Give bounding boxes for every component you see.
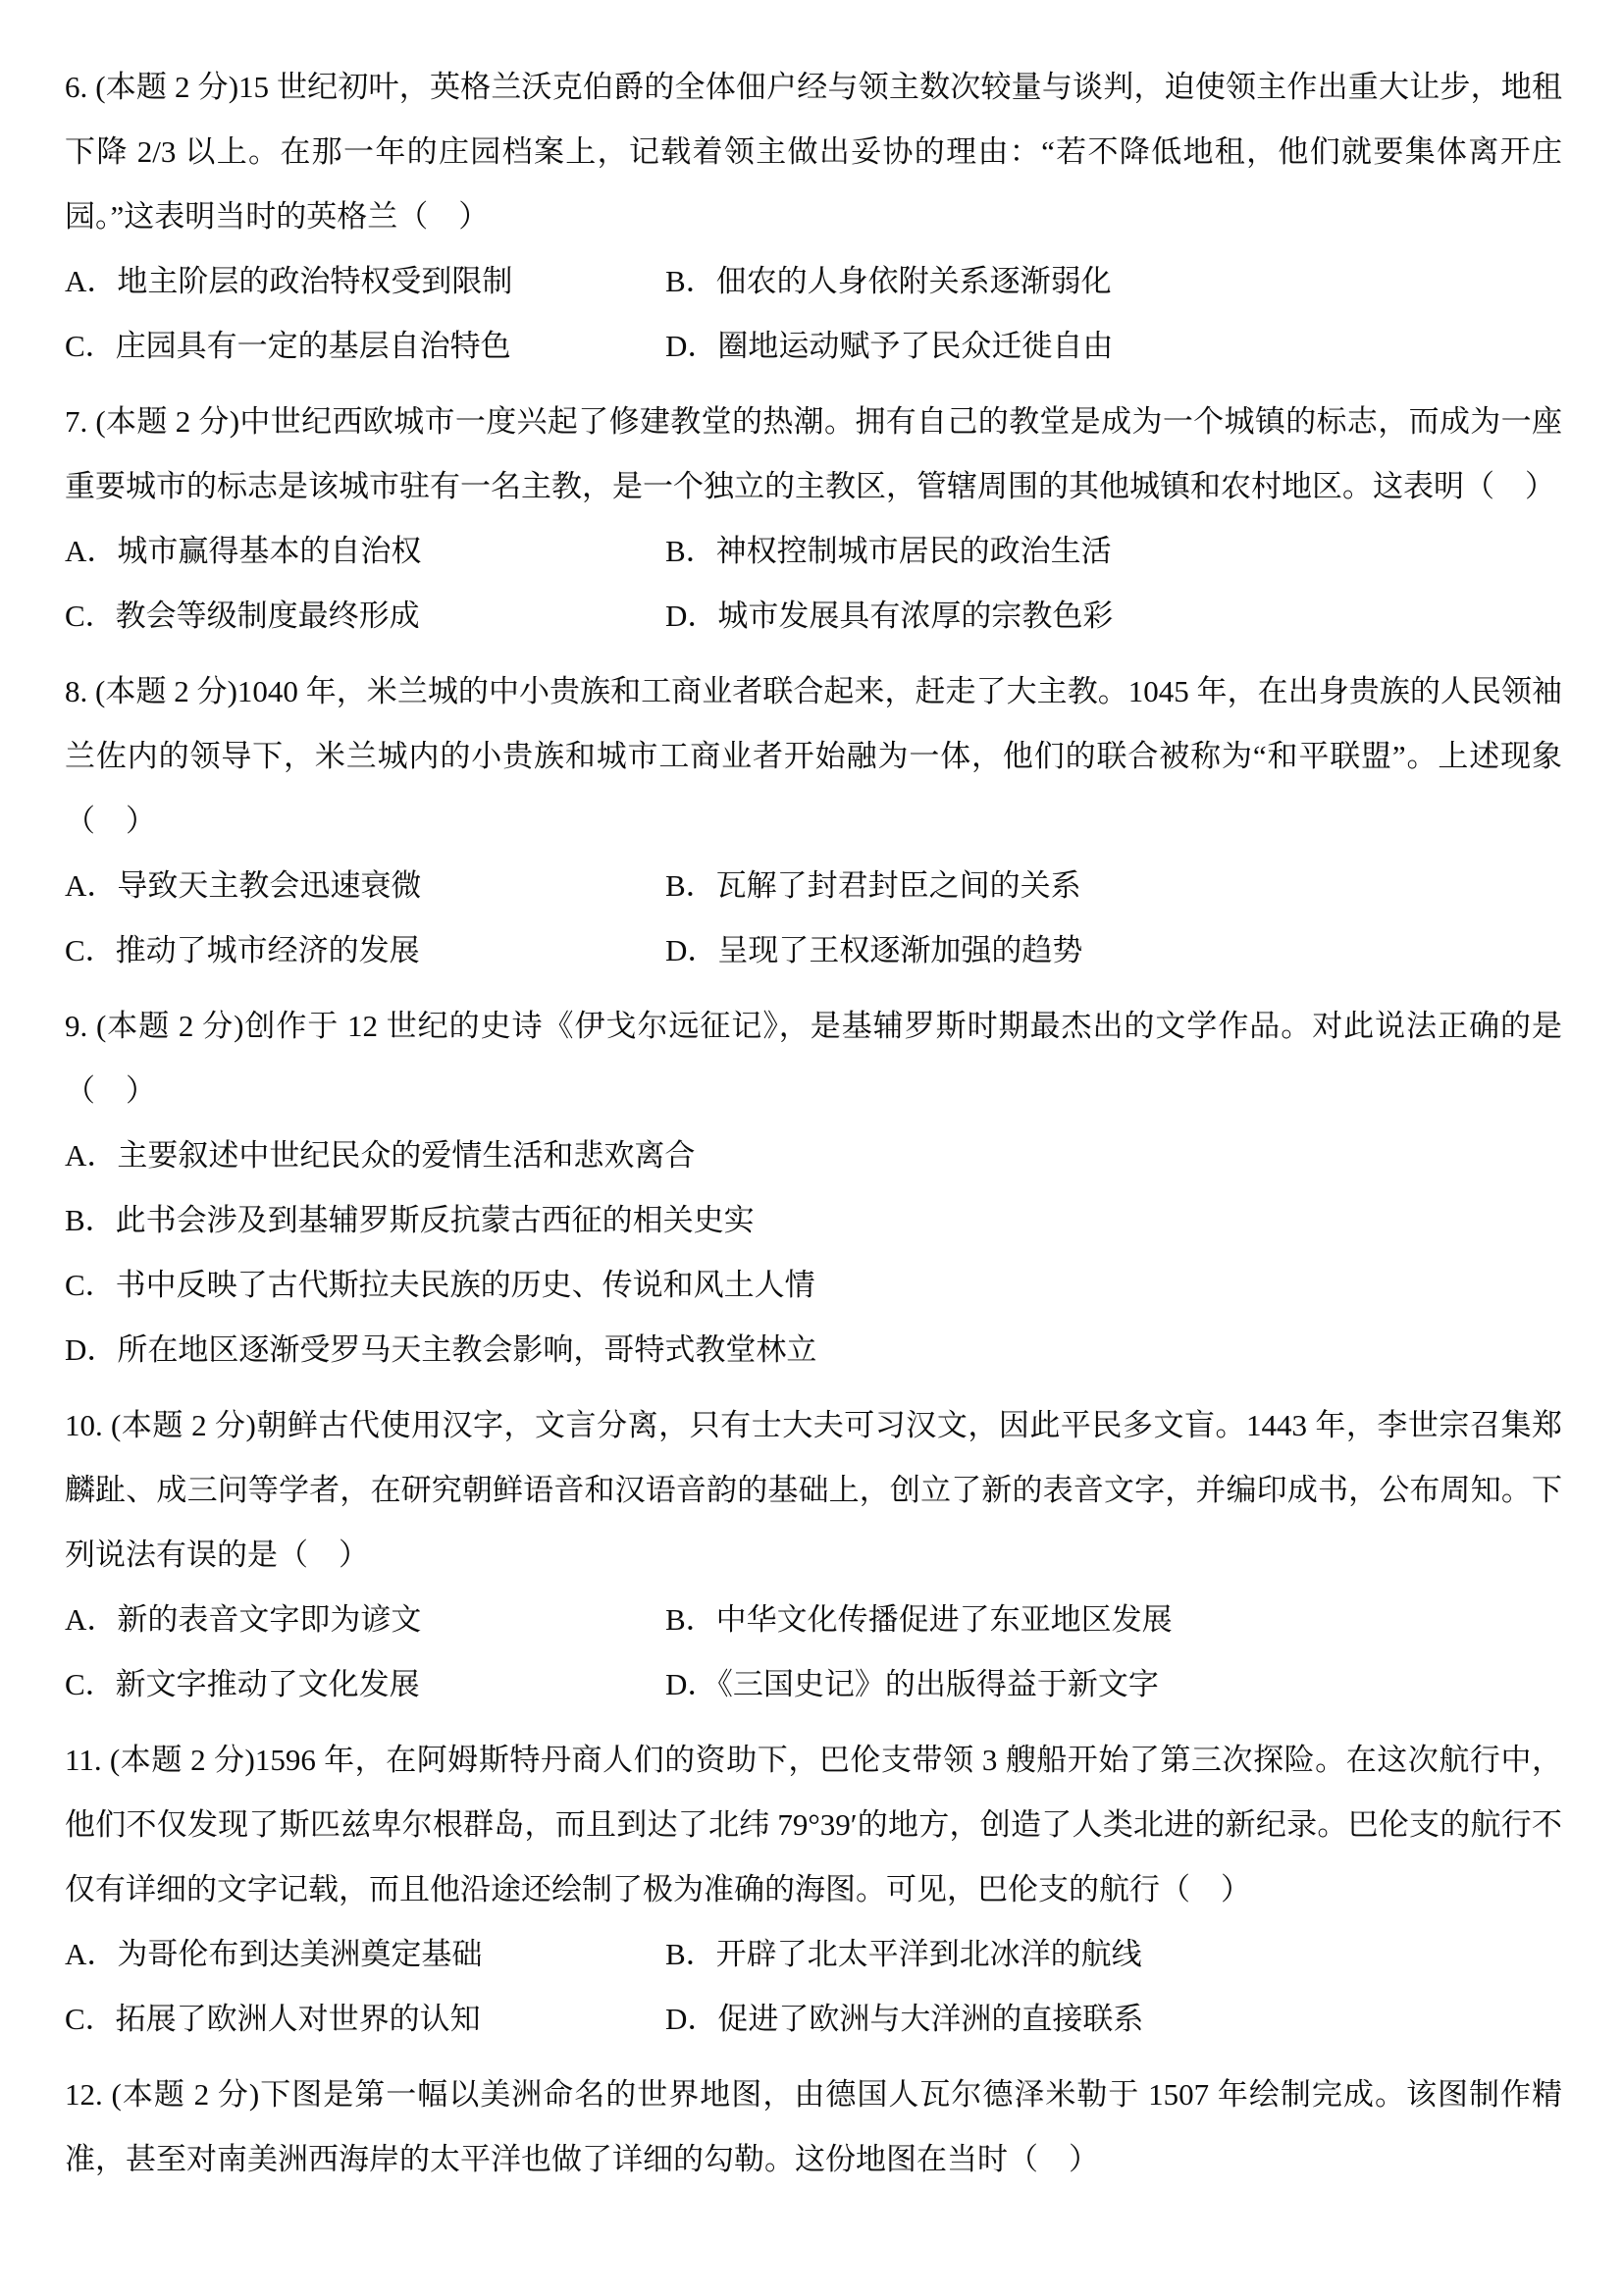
question-7-options (65, 519, 1562, 649)
question-7-option-d: D．城市发展具有浓厚的宗教色彩 (665, 599, 1114, 633)
question-11 (65, 1728, 1562, 2052)
question-11-option-a: A．为哥伦布到达美洲奠定基础 (65, 1937, 483, 1971)
question-9-option-d: D．所在地区逐渐受罗马天主教会影响，哥特式教堂林立 (65, 1332, 817, 1367)
question-11-options (65, 1922, 1562, 2052)
question-6-option-a: A．地主阶层的政治特权受到限制 (65, 264, 513, 298)
question-7-option-a: A．城市赢得基本的自治权 (65, 534, 422, 568)
question-9-stem: 9. (本题 2 分)创作于 12 世纪的史诗《伊戈尔远征记》，是基辅罗斯时期最杰出的文学作品。对此说法正确的是（ ） (65, 1009, 1562, 1108)
question-6-stem: 6. (本题 2 分)15 世纪初叶，英格兰沃克伯爵的全体佃户经与领主数次较量与谈判，迫使领主作出重大让步，地租下降 2/3 以上。在那一年的庄园档案上，记载着领主做出妥协的理由：“若不降低地租，他们就要集体离开庄园。”这表明当时的英格兰（ ） (65, 70, 1562, 234)
question-10-options (65, 1588, 1562, 1717)
question-8 (65, 659, 1562, 983)
question-7 (65, 390, 1562, 649)
question-10-option-c: C．新文字推动了文化发展 (65, 1667, 420, 1701)
question-6-options (65, 249, 1562, 379)
question-9-option-a: A．主要叙述中世纪民众的爱情生活和悲欢离合 (65, 1138, 696, 1173)
question-8-option-b: B．瓦解了封君封臣之间的关系 (665, 868, 1081, 903)
question-6-option-d: D．圈地运动赋予了民众迁徙自由 (665, 329, 1114, 363)
question-6-option-c: C．庄园具有一定的基层自治特色 (65, 329, 511, 363)
question-8-option-a: A．导致天主教会迅速衰微 (65, 868, 422, 903)
question-11-option-b: B．开辟了北太平洋到北冰洋的航线 (665, 1937, 1142, 1971)
question-10-option-a: A．新的表音文字即为谚文 (65, 1602, 422, 1637)
question-8-options (65, 854, 1562, 983)
question-6-option-b: B．佃农的人身依附关系逐渐弱化 (665, 264, 1112, 298)
question-7-stem: 7. (本题 2 分)中世纪西欧城市一度兴起了修建教堂的热潮。拥有自己的教堂是成为一个城镇的标志，而成为一座重要城市的标志是该城市驻有一名主教，是一个独立的主教区，管辖周围的其他城镇和农村地区。这表明（ ） (65, 404, 1562, 503)
question-10-stem: 10. (本题 2 分)朝鲜古代使用汉字，文言分离，只有士大夫可习汉文，因此平民多文盲。1443 年，李世宗召集郑麟趾、成三问等学者，在研究朝鲜语音和汉语音韵的基础上，创立了新的表音文字，并编印成书，公布周知。下列说法有误的是（ ） (65, 1408, 1562, 1572)
question-10-option-d: D．《三国史记》的出版得益于新文字 (665, 1667, 1159, 1701)
question-7-option-b: B．神权控制城市居民的政治生活 (665, 534, 1112, 568)
question-9 (65, 994, 1562, 1383)
question-9-options (65, 1123, 1562, 1383)
question-11-option-d: D．促进了欧洲与大洋洲的直接联系 (665, 2002, 1144, 2036)
question-8-option-d: D．呈现了王权逐渐加强的趋势 (665, 933, 1083, 967)
question-11-option-c: C．拓展了欧洲人对世界的认知 (65, 2002, 481, 2036)
question-10 (65, 1393, 1562, 1717)
question-7-option-c: C．教会等级制度最终形成 (65, 599, 420, 633)
question-6 (65, 55, 1562, 379)
question-8-option-c: C．推动了城市经济的发展 (65, 933, 420, 967)
question-8-stem: 8. (本题 2 分)1040 年，米兰城的中小贵族和工商业者联合起来，赶走了大主教。1045 年，在出身贵族的人民领袖兰佐内的领导下，米兰城内的小贵族和城市工商业者开始融为一体，他们的联合被称为“和平联盟”。上述现象（ ） (65, 674, 1562, 838)
question-9-option-b: B．此书会涉及到基辅罗斯反抗蒙古西征的相关史实 (65, 1203, 755, 1237)
question-9-option-c: C．书中反映了古代斯拉夫民族的历史、传说和风土人情 (65, 1268, 815, 1302)
question-10-option-b: B．中华文化传播促进了东亚地区发展 (665, 1602, 1173, 1637)
question-12-stem: 12. (本题 2 分)下图是第一幅以美洲命名的世界地图，由德国人瓦尔德泽米勒于 1507 年绘制完成。该图制作精准，甚至对南美洲西海岸的太平洋也做了详细的勾勒。这份地图在当时（ ） (65, 2077, 1562, 2176)
question-11-stem: 11. (本题 2 分)1596 年，在阿姆斯特丹商人们的资助下，巴伦支带领 3 艘船开始了第三次探险。在这次航行中，他们不仅发现了斯匹兹卑尔根群岛，而且到达了北纬 79°39′的地方，创造了人类北进的新纪录。巴伦支的航行不仅有详细的文字记载，而且他沿途还绘制了极为准确的海图。可见，巴伦支的航行（ ） (65, 1743, 1562, 1906)
question-12 (65, 2062, 1562, 2192)
